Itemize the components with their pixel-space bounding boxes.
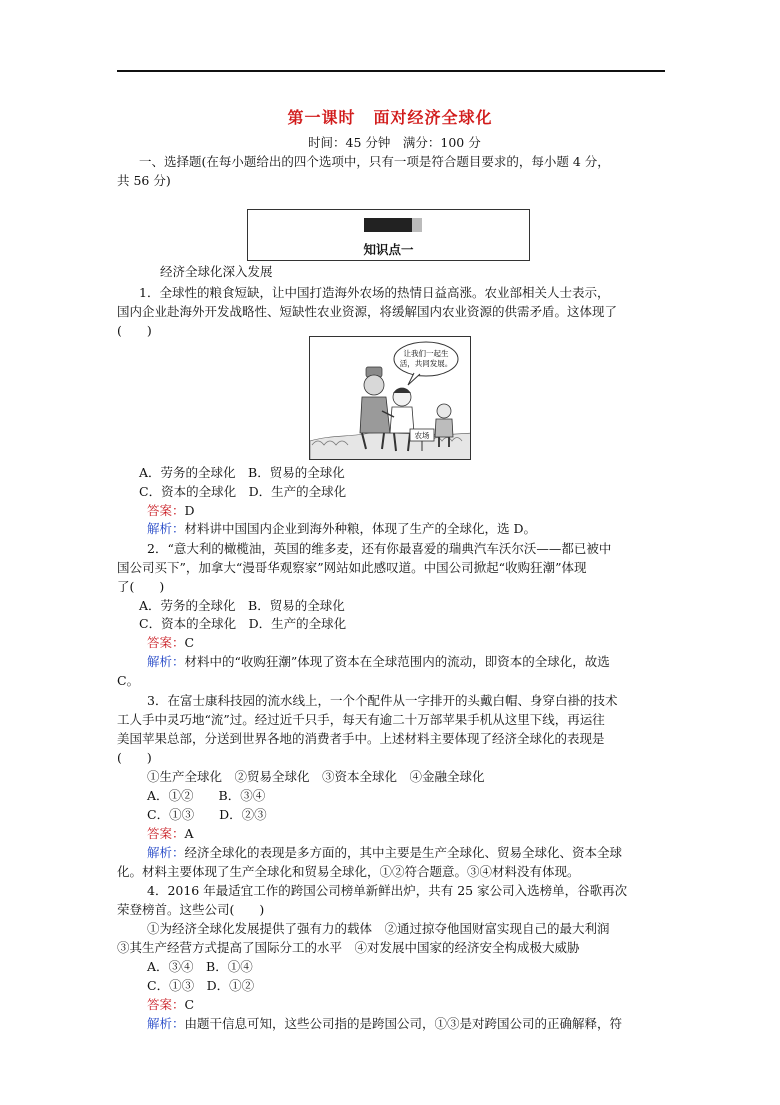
q2-line1: 2．“意大利的橄榄油，英国的维多麦，还有你最喜爱的瑞典汽车沃尔沃——都已被中 — [147, 541, 612, 556]
q1-line1: 1．全球性的粮食短缺，让中国打造海外农场的热情日益高涨。农业部相关人士表示， — [139, 285, 610, 300]
q4-analysis-text1: 由题干信息可知，这些公司指的是跨国公司，①③是对跨国公司的正确解释，符 — [184, 1016, 623, 1031]
q1-answer-value: D — [184, 503, 195, 518]
q4-answer — [147, 996, 194, 1014]
q2-options-ab: A．劳务的全球化 B．贸易的全球化 — [139, 598, 345, 613]
q4-line2: 荣登榜首。这些公司( ) — [117, 902, 265, 917]
q2-answer-label: 答案： — [147, 635, 185, 650]
q3-analysis-line2: 化。材料主要体现了生产全球化和贸易全球化，①②符合题意。③④材料没有体现。 — [117, 864, 580, 879]
q4-statements-line2: ③其生产经营方式提高了国际分工的水平 ④对发展中国家的经济安全构成极大威胁 — [117, 940, 580, 955]
cartoon-illustration — [309, 336, 471, 460]
title-part1: 第一课时 — [287, 108, 356, 127]
section-heading-line2: 共 56 分) — [117, 173, 171, 188]
q2-line2: 国公司买下”，加拿大“漫哥华观察家”网站如此感叹道。中国公司掀起“收购狂潮”体现 — [117, 560, 587, 575]
cartoon-drawing — [310, 337, 471, 460]
bubble-text-line1: 让我们一起生 — [403, 349, 449, 358]
q3-analysis-label: 解析： — [147, 845, 185, 860]
q2-analysis-line2: C。 — [117, 673, 140, 688]
q4-options-ab: A．③④ B．①④ — [147, 959, 253, 974]
q1-answer — [147, 502, 195, 520]
q1-line3: ( ) — [117, 323, 152, 338]
q3-answer-value: A — [184, 826, 194, 841]
q1-analysis-text: 材料讲中国国内企业到海外种粮，体现了生产的全球化，选 D。 — [184, 521, 537, 536]
q4-answer-value: C — [184, 997, 195, 1012]
q3-analysis-line1 — [147, 844, 622, 862]
q3-statements: ①生产全球化 ②贸易全球化 ③资本全球化 ④金融全球化 — [147, 769, 485, 784]
q3-options-cd: C．①③ D．②③ — [147, 807, 267, 822]
bubble-text-line2: 活，共同发展。 — [399, 359, 453, 368]
q4-analysis-label: 解析： — [147, 1016, 185, 1031]
q3-answer — [147, 825, 194, 843]
q2-answer — [147, 634, 194, 652]
q3-line1: 3．在富士康科技园的流水线上，一个个配件从一字排开的头戴白帽、身穿白褂的技术 — [147, 693, 618, 708]
q3-options-ab: A．①② B．③④ — [147, 788, 266, 803]
lesson-title — [0, 105, 780, 128]
q3-line3: 美国苹果总部，分送到世界各地的消费者手中。上述材料主要体现了经济全球化的表现是 — [117, 731, 605, 746]
q3-line2: 工人手中灵巧地“流”过。经过近千只手，每天有逾二十万部苹果手机从这里下线，再运往 — [117, 712, 605, 727]
knowledge-point-label: 知识点一 — [363, 242, 414, 257]
q1-options-ab: A．劳务的全球化 B．贸易的全球化 — [139, 465, 345, 480]
section-heading-line1: 一、选择题(在每小题给出的四个选项中，只有一项是符合题目要求的，每小题 4 分， — [139, 154, 610, 169]
q1-line2: 国内企业赴海外开发战略性、短缺性农业资源，将缓解国内农业资源的供需矛盾。这体现了 — [117, 304, 618, 319]
q2-analysis-text1: 材料中的“收购狂潮”体现了资本在全球范围内的流动，即资本的全球化，故选 — [184, 654, 610, 669]
q2-analysis-label: 解析： — [147, 654, 185, 669]
q2-options-cd: C．资本的全球化 D．生产的全球化 — [139, 616, 347, 631]
q4-statements-line1: ①为经济全球化发展提供了强有力的载体 ②通过掠夺他国财富实现自己的最大利润 — [147, 921, 610, 936]
q1-options-cd: C．资本的全球化 D．生产的全球化 — [139, 484, 347, 499]
q4-line1: 4．2016 年最适宜工作的跨国公司榜单新鲜出炉，共有 25 家公司入选榜单，谷歌再次 — [147, 883, 628, 898]
q1-analysis-label: 解析： — [147, 521, 185, 536]
knowledge-point-box — [247, 209, 530, 261]
q2-answer-value: C — [184, 635, 195, 650]
q4-analysis-line1 — [147, 1015, 622, 1033]
q3-line4: ( ) — [117, 750, 152, 765]
q2-analysis-line1 — [147, 653, 610, 671]
q1-analysis — [147, 520, 536, 538]
q3-analysis-text1: 经济全球化的表现是多方面的，其中主要是生产全球化、贸易全球化、资本全球 — [184, 845, 623, 860]
title-part2: 面对经济全球化 — [373, 108, 493, 127]
farm-sign-text: 农场 — [414, 431, 430, 440]
q4-answer-label: 答案： — [147, 997, 185, 1012]
q4-options-cd: C．①③ D．①② — [147, 978, 255, 993]
q3-answer-label: 答案： — [147, 826, 185, 841]
knowledge-topic: 经济全球化深入发展 — [160, 264, 273, 279]
knowledge-box-bar-tail — [412, 218, 422, 232]
header-rule — [117, 70, 665, 72]
knowledge-box-bar — [364, 218, 412, 232]
time-score-meta: 时间：45 分钟 满分：100 分 — [308, 135, 481, 150]
q2-line3: 了( ) — [117, 579, 165, 594]
q1-answer-label: 答案： — [147, 503, 185, 518]
